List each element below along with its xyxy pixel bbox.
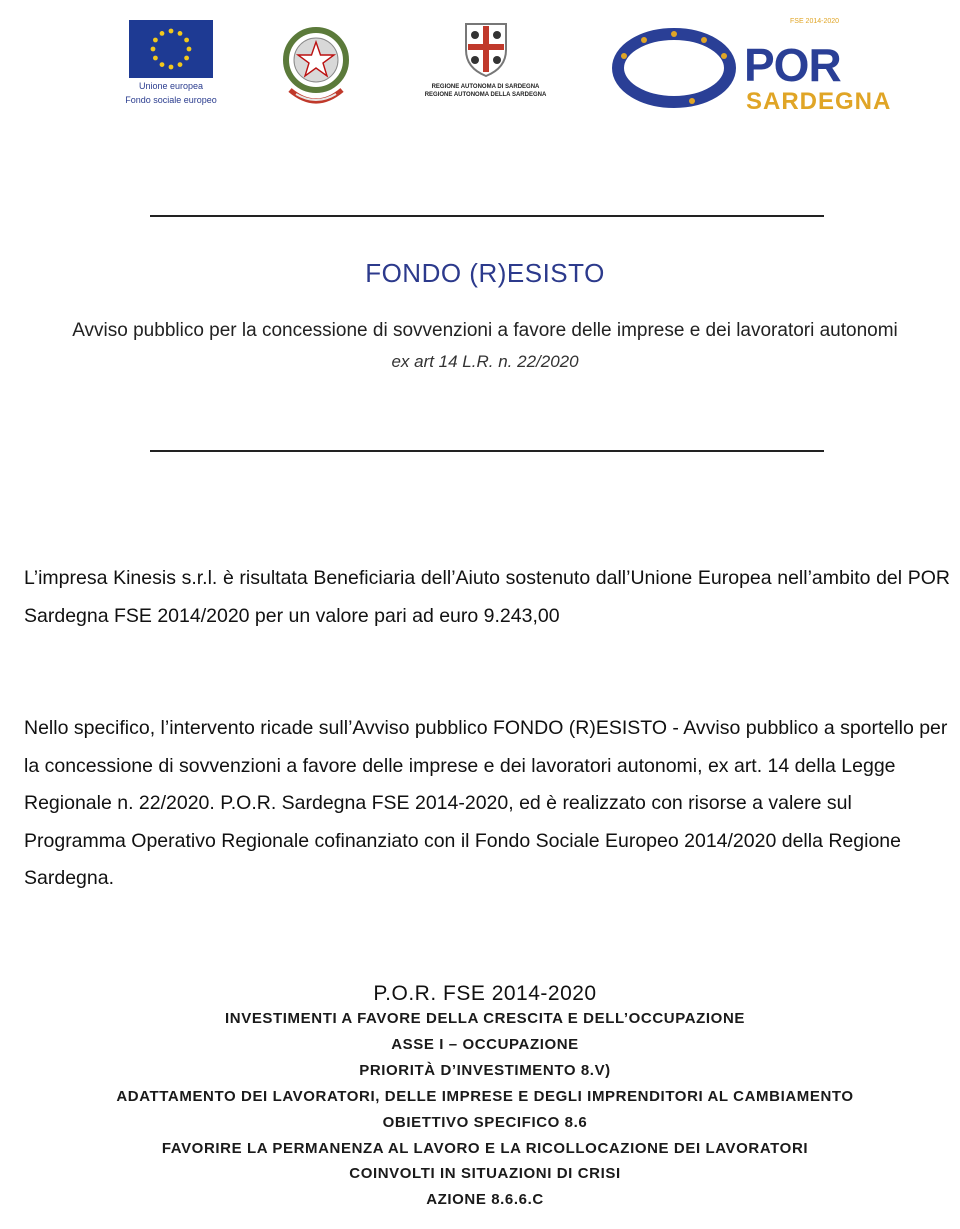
eu-star-icon (178, 31, 183, 36)
sardinia-region-logo (408, 20, 563, 99)
region-caption-2: REGIONE AUTONOMA DELLA SARDEGNA (424, 92, 547, 98)
por-top-label: FSE 2014-2020 (790, 18, 840, 25)
eu-star-icon (169, 65, 174, 70)
eu-star-icon (160, 62, 165, 67)
bottom-divider (150, 450, 824, 452)
por-ring-icon (612, 16, 742, 116)
eu-logo (112, 20, 230, 106)
details-paragraph: Nello specifico, l’intervento ricade sull’Avviso pubblico FONDO (R)ESISTO - Avviso pubblico a sportello per la concessione di sovvenzioni a favore delle imprese e dei lavoratori autonomi, ex art. 14 della Legge Regionale n. 22/2020. P.O.R. Sardegna FSE 2014-2020, ed è realizzato con risorse a valere sul Programma Operativo Regionale cofinanziato con il Fondo Sociale Europeo 2014/2020 della Regione Sardegna. (24, 717, 948, 889)
sardinia-crest-icon (458, 20, 514, 78)
page-subtitle: Avviso pubblico per la concessione di sovvenzioni a favore delle imprese e dei lavoratori autonomi (72, 320, 898, 341)
eu-caption-1: Unione europea (138, 81, 204, 91)
eu-star-icon (153, 56, 158, 61)
footer-line: FAVORIRE LA PERMANENZA AL LAVORO E LA RICOLLOCAZIONE DEI LAVORATORI (161, 1139, 809, 1157)
footer-line: INVESTIMENTI A FAVORE DELLA CRESCITA E DELL’OCCUPAZIONE (225, 1010, 745, 1027)
program-footer (0, 982, 960, 1213)
por-sardegna-label: SARDEGNA (746, 88, 892, 115)
eu-caption-2: Fondo sociale europeo (125, 95, 217, 105)
page-title: FONDO (R)ESISTO (365, 258, 605, 288)
logo-bar (0, 0, 960, 130)
eu-flag-icon (129, 20, 213, 78)
eu-star-icon (169, 29, 174, 34)
top-divider (150, 215, 824, 217)
footer-line: ASSE I – OCCUPAZIONE (391, 1035, 579, 1053)
italian-republic-emblem-icon (276, 20, 356, 110)
eu-star-icon (178, 62, 183, 67)
footer-line: PRIORITÀ D’INVESTIMENTO 8.V) (359, 1061, 611, 1079)
footer-heading: P.O.R. FSE 2014-2020 (373, 982, 597, 1005)
footer-line: ADATTAMENTO DEI LAVORATORI, DELLE IMPRESE E DEGLI IMPRENDITORI AL CAMBIAMENTO (116, 1087, 854, 1105)
region-caption-1: REGIONE AUTONOMA DI SARDEGNA (431, 84, 540, 90)
eu-star-icon (160, 31, 165, 36)
eu-star-icon (184, 38, 189, 43)
footer-line: OBIETTIVO SPECIFICO 8.6 (382, 1113, 588, 1131)
eu-star-icon (153, 38, 158, 43)
footer-line: AZIONE 8.6.6.C (426, 1191, 544, 1209)
legal-reference: ex art 14 L.R. n. 22/2020 (391, 352, 579, 371)
por-wordmark: POR (744, 39, 841, 91)
eu-star-icon (187, 47, 192, 52)
eu-star-icon (184, 56, 189, 61)
eu-star-icon (151, 47, 156, 52)
por-sardegna-logo (612, 16, 892, 116)
footer-line: COINVOLTI IN SITUAZIONI DI CRISI (349, 1165, 621, 1183)
beneficiary-paragraph: L’impresa Kinesis s.r.l. è risultata Beneficiaria dell’Aiuto sostenuto dall’Unione Europea nell’ambito del POR Sardegna FSE 2014/2020 per un valore pari ad euro 9.243,00 (24, 567, 950, 627)
